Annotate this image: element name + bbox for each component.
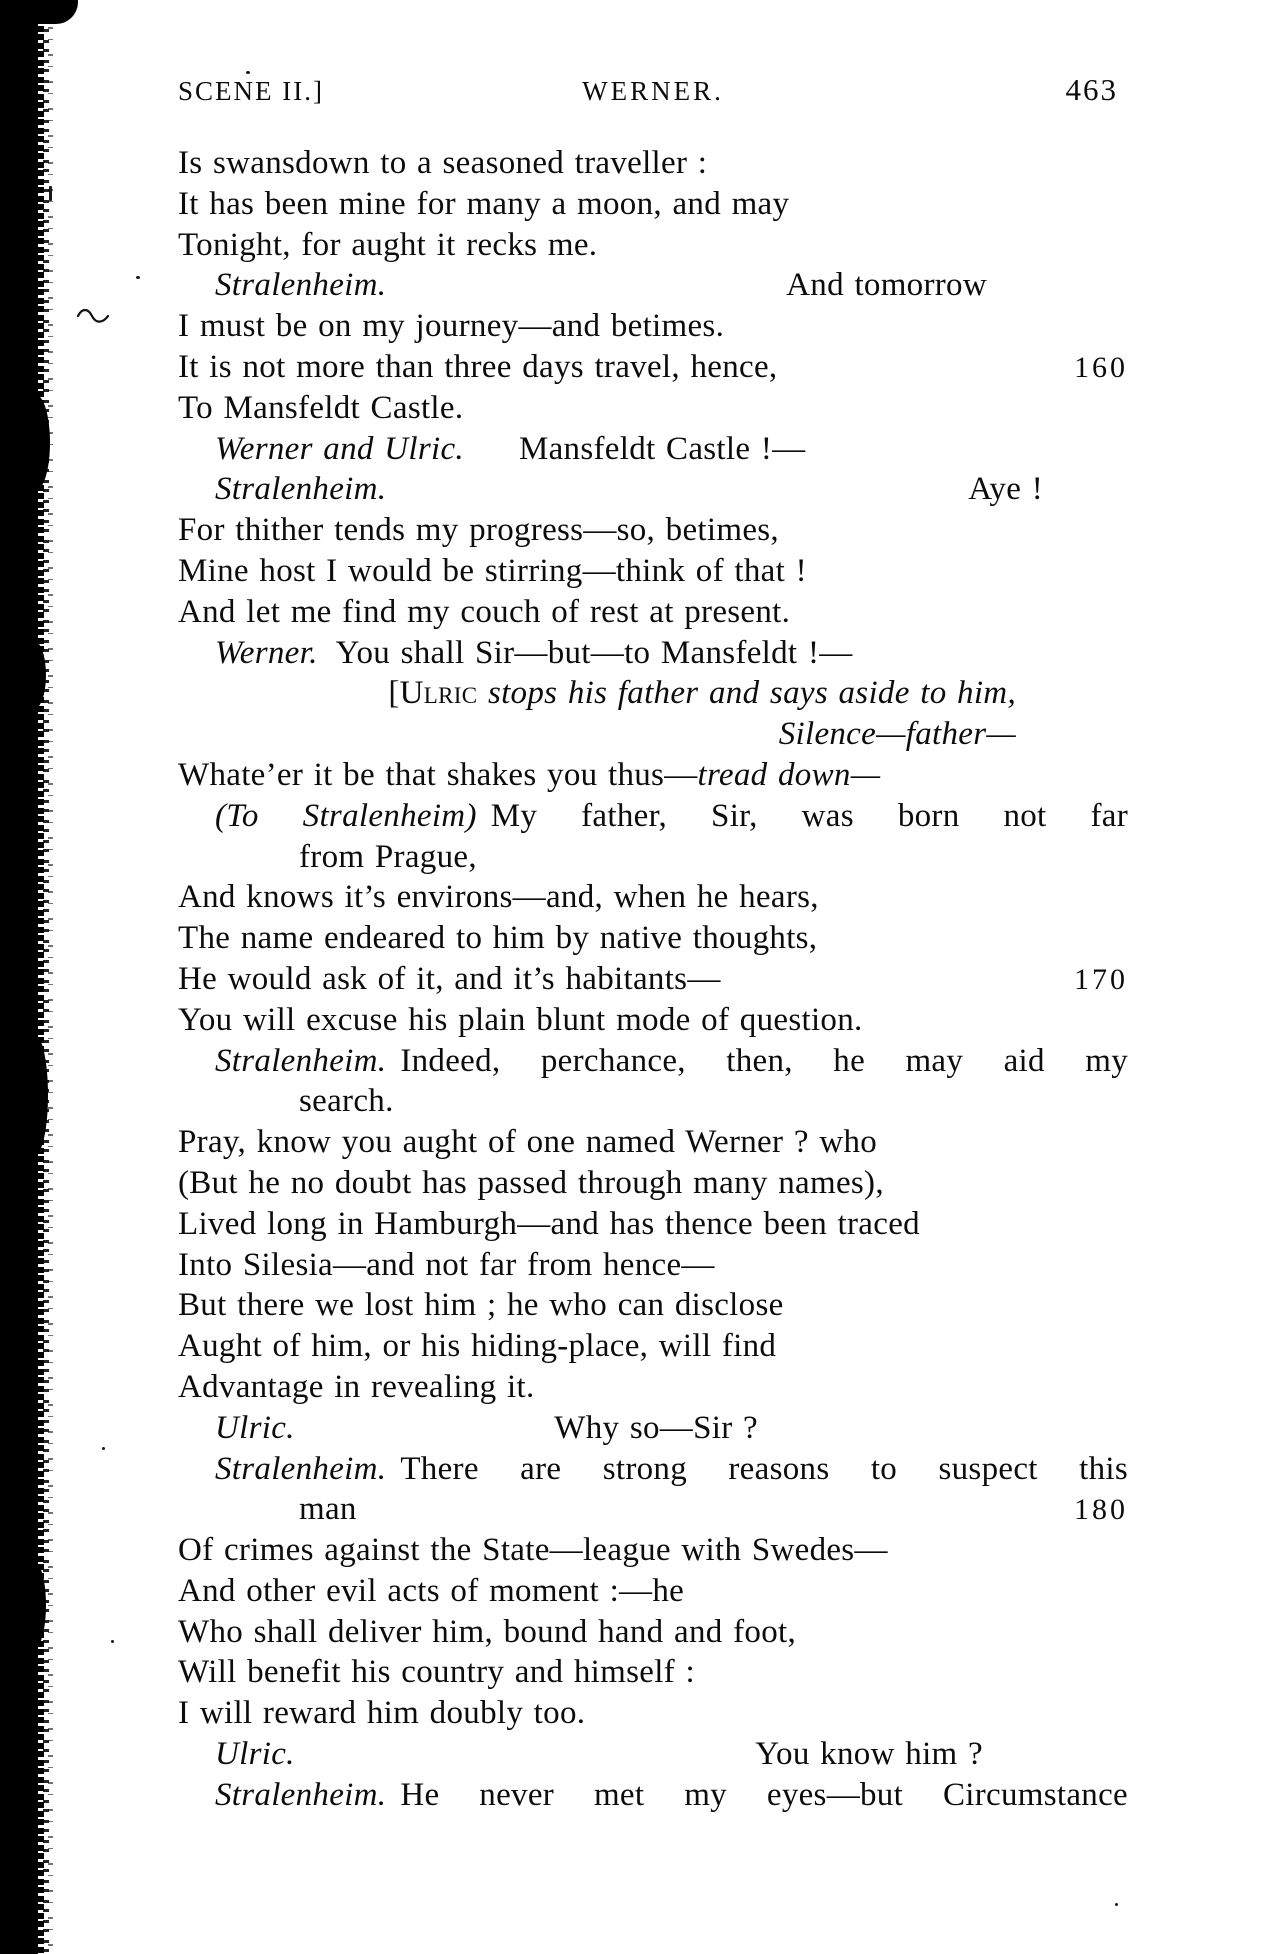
scan-gutter-blotch bbox=[20, 640, 46, 710]
stage-direction: stops his father and says aside to him, bbox=[477, 675, 1016, 712]
stage-direction-line bbox=[178, 673, 1128, 714]
scan-gutter-blotch bbox=[22, 395, 50, 490]
scan-corner-blotch bbox=[0, 0, 78, 24]
verse-line: I will reward him doubly too. bbox=[178, 1695, 586, 1732]
dialogue-line bbox=[178, 429, 1128, 470]
scan-gutter-torn-edge bbox=[48, 0, 53, 1954]
dialogue-line: Stralenheim. He never met my eyes—but Circumstance bbox=[215, 1776, 1128, 1813]
verse-continuation: Why so—Sir ? bbox=[554, 1409, 758, 1446]
stage-bracket: [ bbox=[388, 675, 400, 712]
speaker-name: Ulric. bbox=[215, 1409, 295, 1446]
verse-gap bbox=[386, 265, 786, 306]
ink-speck bbox=[136, 276, 140, 279]
ink-speck bbox=[49, 186, 52, 201]
verse-line: Aught of him, or his hiding-place, will find bbox=[178, 1328, 777, 1365]
verse-runover-line: from Prague, bbox=[299, 838, 477, 875]
verse-continuation: Mansfeldt Castle !— bbox=[518, 430, 806, 467]
verse-line: And other evil acts of moment :—he bbox=[178, 1572, 685, 1609]
dialogue-line bbox=[178, 1734, 1128, 1775]
running-title: WERNER. bbox=[582, 76, 724, 106]
verse-line: Lived long in Hamburgh—and has thence been traced bbox=[178, 1205, 920, 1242]
verse-line: It has been mine for many a moon, and may bbox=[178, 185, 790, 222]
aside-line bbox=[178, 714, 1128, 755]
scan-gutter-band bbox=[0, 0, 38, 1954]
verse-line: And knows it’s environs—and, when he hears, bbox=[178, 879, 819, 916]
verse-line: Into Silesia—and not far from hence— bbox=[178, 1246, 715, 1283]
verse-gap bbox=[386, 469, 968, 510]
dialogue-line: (To Stralenheim) My father, Sir, was born not far bbox=[215, 797, 1128, 834]
play-text bbox=[178, 143, 1128, 1816]
dialogue-line bbox=[178, 1408, 1128, 1449]
verse-line: (But he no doubt has passed through many names), bbox=[178, 1164, 884, 1201]
scan-gutter-blotch bbox=[20, 1560, 46, 1650]
verse-line: I must be on my journey—and betimes. bbox=[178, 308, 725, 345]
verse-continuation: Aye ! bbox=[968, 471, 1043, 508]
speaker-name: Ulric. bbox=[215, 1736, 295, 1773]
scan-gutter-blotch bbox=[22, 1035, 48, 1155]
stage-parenthetical: (To Stralenheim) bbox=[215, 797, 477, 834]
speaker-name: Werner and Ulric. bbox=[215, 430, 464, 467]
speaker-name: Stralenheim. bbox=[215, 1450, 387, 1487]
verse-gap bbox=[295, 1408, 555, 1449]
verse-line: Is swansdown to a seasoned traveller : bbox=[178, 145, 708, 181]
verse-line: For thither tends my progress—so, betimes, bbox=[178, 512, 779, 549]
verse-line: Mine host I would be stirring—think of that ! bbox=[178, 552, 807, 589]
ink-speck bbox=[111, 1640, 114, 1643]
verse-line: Tonight, for aught it recks me. bbox=[178, 226, 598, 263]
verse-line: He would ask of it, and it’s habitants— 170 bbox=[178, 959, 1128, 1000]
verse-line: To Mansfeldt Castle. bbox=[178, 389, 464, 426]
verse-line: It is not more than three days travel, hence, 160 bbox=[178, 347, 1128, 388]
running-header bbox=[178, 72, 1128, 112]
verse-line: Of crimes against the State—league with Swedes— bbox=[178, 1532, 888, 1569]
speaker-name: Stralenheim. bbox=[215, 1042, 387, 1079]
speaker-name: Stralenheim. bbox=[215, 1776, 387, 1813]
verse-gap bbox=[295, 1734, 755, 1775]
verse-line: And let me find my couch of rest at present. bbox=[178, 593, 791, 630]
verse-runover-line: search. bbox=[299, 1083, 394, 1120]
aside-text: Silence—father— bbox=[778, 716, 1016, 753]
ink-squiggle-mark bbox=[76, 306, 110, 326]
line-number: 180 bbox=[1074, 1493, 1128, 1527]
character-name: Ulric bbox=[399, 675, 478, 712]
ink-speck bbox=[1115, 1903, 1118, 1906]
speaker-name: Werner. bbox=[215, 634, 318, 671]
verse-line: Who shall deliver him, bound hand and foot, bbox=[178, 1613, 797, 1650]
dialogue-line bbox=[178, 265, 1128, 306]
verse-line: But there we lost him ; he who can disclose bbox=[178, 1287, 784, 1324]
verse-continuation: You shall Sir—but—to Mansfeldt !— bbox=[335, 634, 853, 671]
verse-runover-line: man 180 bbox=[178, 1489, 1128, 1530]
verse-line: The name endeared to him by native thoughts, bbox=[178, 920, 818, 957]
ink-speck bbox=[102, 1447, 105, 1450]
line-number: 160 bbox=[1074, 350, 1128, 384]
verse-line: Pray, know you aught of one named Werner ? who bbox=[178, 1124, 878, 1161]
verse-continuation: And tomorrow bbox=[786, 267, 987, 304]
verse-line: Will benefit his country and himself : bbox=[178, 1654, 695, 1691]
dialogue-line: Stralenheim. Indeed, perchance, then, he may aid my bbox=[215, 1042, 1128, 1079]
dialogue-line: Stralenheim. There are strong reasons to suspect this bbox=[215, 1450, 1128, 1487]
verse-line: Whate’er it be that shakes you thus—tread down— bbox=[178, 756, 881, 793]
verse-line: Advantage in revealing it. bbox=[178, 1368, 535, 1405]
speaker-name: Stralenheim. bbox=[215, 471, 387, 508]
verse-line: You will excuse his plain blunt mode of question. bbox=[178, 1001, 863, 1038]
emphasized-text: tread down— bbox=[697, 756, 881, 793]
scene-label: SCENE II.] bbox=[178, 76, 324, 106]
speaker-name: Stralenheim. bbox=[215, 267, 387, 304]
dialogue-line bbox=[178, 633, 1128, 674]
dialogue-line bbox=[178, 469, 1128, 510]
line-number: 170 bbox=[1074, 962, 1128, 996]
verse-continuation: You know him ? bbox=[755, 1736, 983, 1773]
page-number: 463 bbox=[1065, 72, 1118, 107]
